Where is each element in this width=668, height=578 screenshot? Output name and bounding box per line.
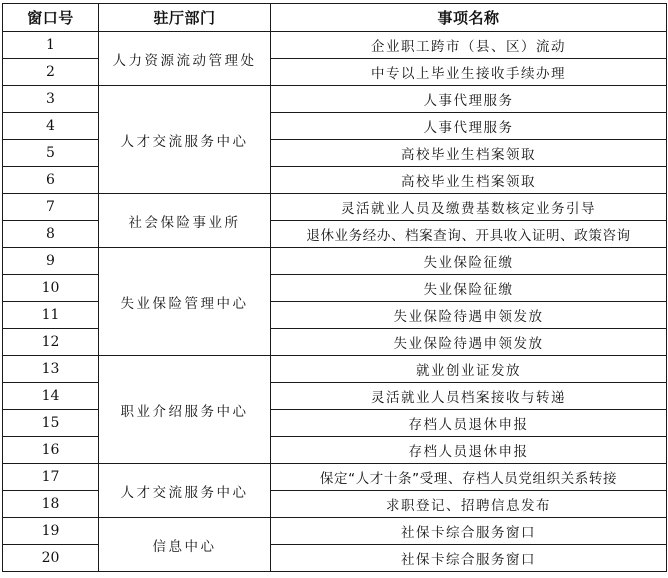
department-cell: 失业保险管理中心 [99, 248, 271, 356]
table-row [3, 518, 667, 545]
window-number-cell: 8 [3, 221, 99, 248]
item-name-cell: 就业创业证发放 [271, 356, 667, 383]
item-name-cell: 高校毕业生档案领取 [271, 140, 667, 167]
window-number-cell: 12 [3, 329, 99, 356]
window-number-cell: 13 [3, 356, 99, 383]
item-name-cell: 求职登记、招聘信息发布 [271, 491, 667, 518]
window-number-cell: 15 [3, 410, 99, 437]
window-number-cell: 2 [3, 59, 99, 86]
department-cell: 人才交流服务中心 [99, 86, 271, 194]
window-number-cell: 14 [3, 383, 99, 410]
window-number-cell: 10 [3, 275, 99, 302]
window-number-cell: 1 [3, 32, 99, 59]
header-row [3, 4, 667, 32]
window-number-cell: 5 [3, 140, 99, 167]
department-cell: 职业介绍服务中心 [99, 356, 271, 464]
window-number-cell: 3 [3, 86, 99, 113]
window-number-cell: 16 [3, 437, 99, 464]
table-row [3, 248, 667, 275]
department-cell: 人力资源流动管理处 [99, 32, 271, 86]
header-department: 驻厅部门 [99, 4, 271, 32]
item-name-cell: 人事代理服务 [271, 113, 667, 140]
item-name-cell: 灵活就业人员档案接收与转递 [271, 383, 667, 410]
window-number-cell: 17 [3, 464, 99, 491]
item-name-cell: 失业保险待遇申领发放 [271, 302, 667, 329]
table-row [3, 32, 667, 59]
window-number-cell: 11 [3, 302, 99, 329]
item-name-cell: 存档人员退休申报 [271, 410, 667, 437]
header-item-name: 事项名称 [271, 4, 667, 32]
item-name-cell: 失业保险征缴 [271, 248, 667, 275]
table-row [3, 194, 667, 221]
table-body [3, 32, 667, 572]
item-name-cell: 中专以上毕业生接收手续办理 [271, 59, 667, 86]
window-number-cell: 7 [3, 194, 99, 221]
item-name-cell: 高校毕业生档案领取 [271, 167, 667, 194]
item-name-cell: 失业保险征缴 [271, 275, 667, 302]
item-name-cell: 企业职工跨市（县、区）流动 [271, 32, 667, 59]
item-name-cell: 存档人员退休申报 [271, 437, 667, 464]
item-name-cell: 失业保险待遇申领发放 [271, 329, 667, 356]
header-window-number: 窗口号 [3, 4, 99, 32]
window-number-cell: 19 [3, 518, 99, 545]
service-window-table [2, 3, 667, 572]
window-number-cell: 4 [3, 113, 99, 140]
table-header [3, 4, 667, 32]
item-name-cell: 社保卡综合服务窗口 [271, 545, 667, 572]
item-name-cell: 保定“人才十条”受理、存档人员党组织关系转接 [271, 464, 667, 491]
table-row [3, 86, 667, 113]
table-row [3, 356, 667, 383]
department-cell: 社会保险事业所 [99, 194, 271, 248]
window-number-cell: 18 [3, 491, 99, 518]
window-number-cell: 20 [3, 545, 99, 572]
item-name-cell: 退休业务经办、档案查询、开具收入证明、政策咨询 [271, 221, 667, 248]
table-row [3, 464, 667, 491]
window-number-cell: 6 [3, 167, 99, 194]
item-name-cell: 社保卡综合服务窗口 [271, 518, 667, 545]
department-cell: 人才交流服务中心 [99, 464, 271, 518]
item-name-cell: 人事代理服务 [271, 86, 667, 113]
window-number-cell: 9 [3, 248, 99, 275]
department-cell: 信息中心 [99, 518, 271, 572]
item-name-cell: 灵活就业人员及缴费基数核定业务引导 [271, 194, 667, 221]
